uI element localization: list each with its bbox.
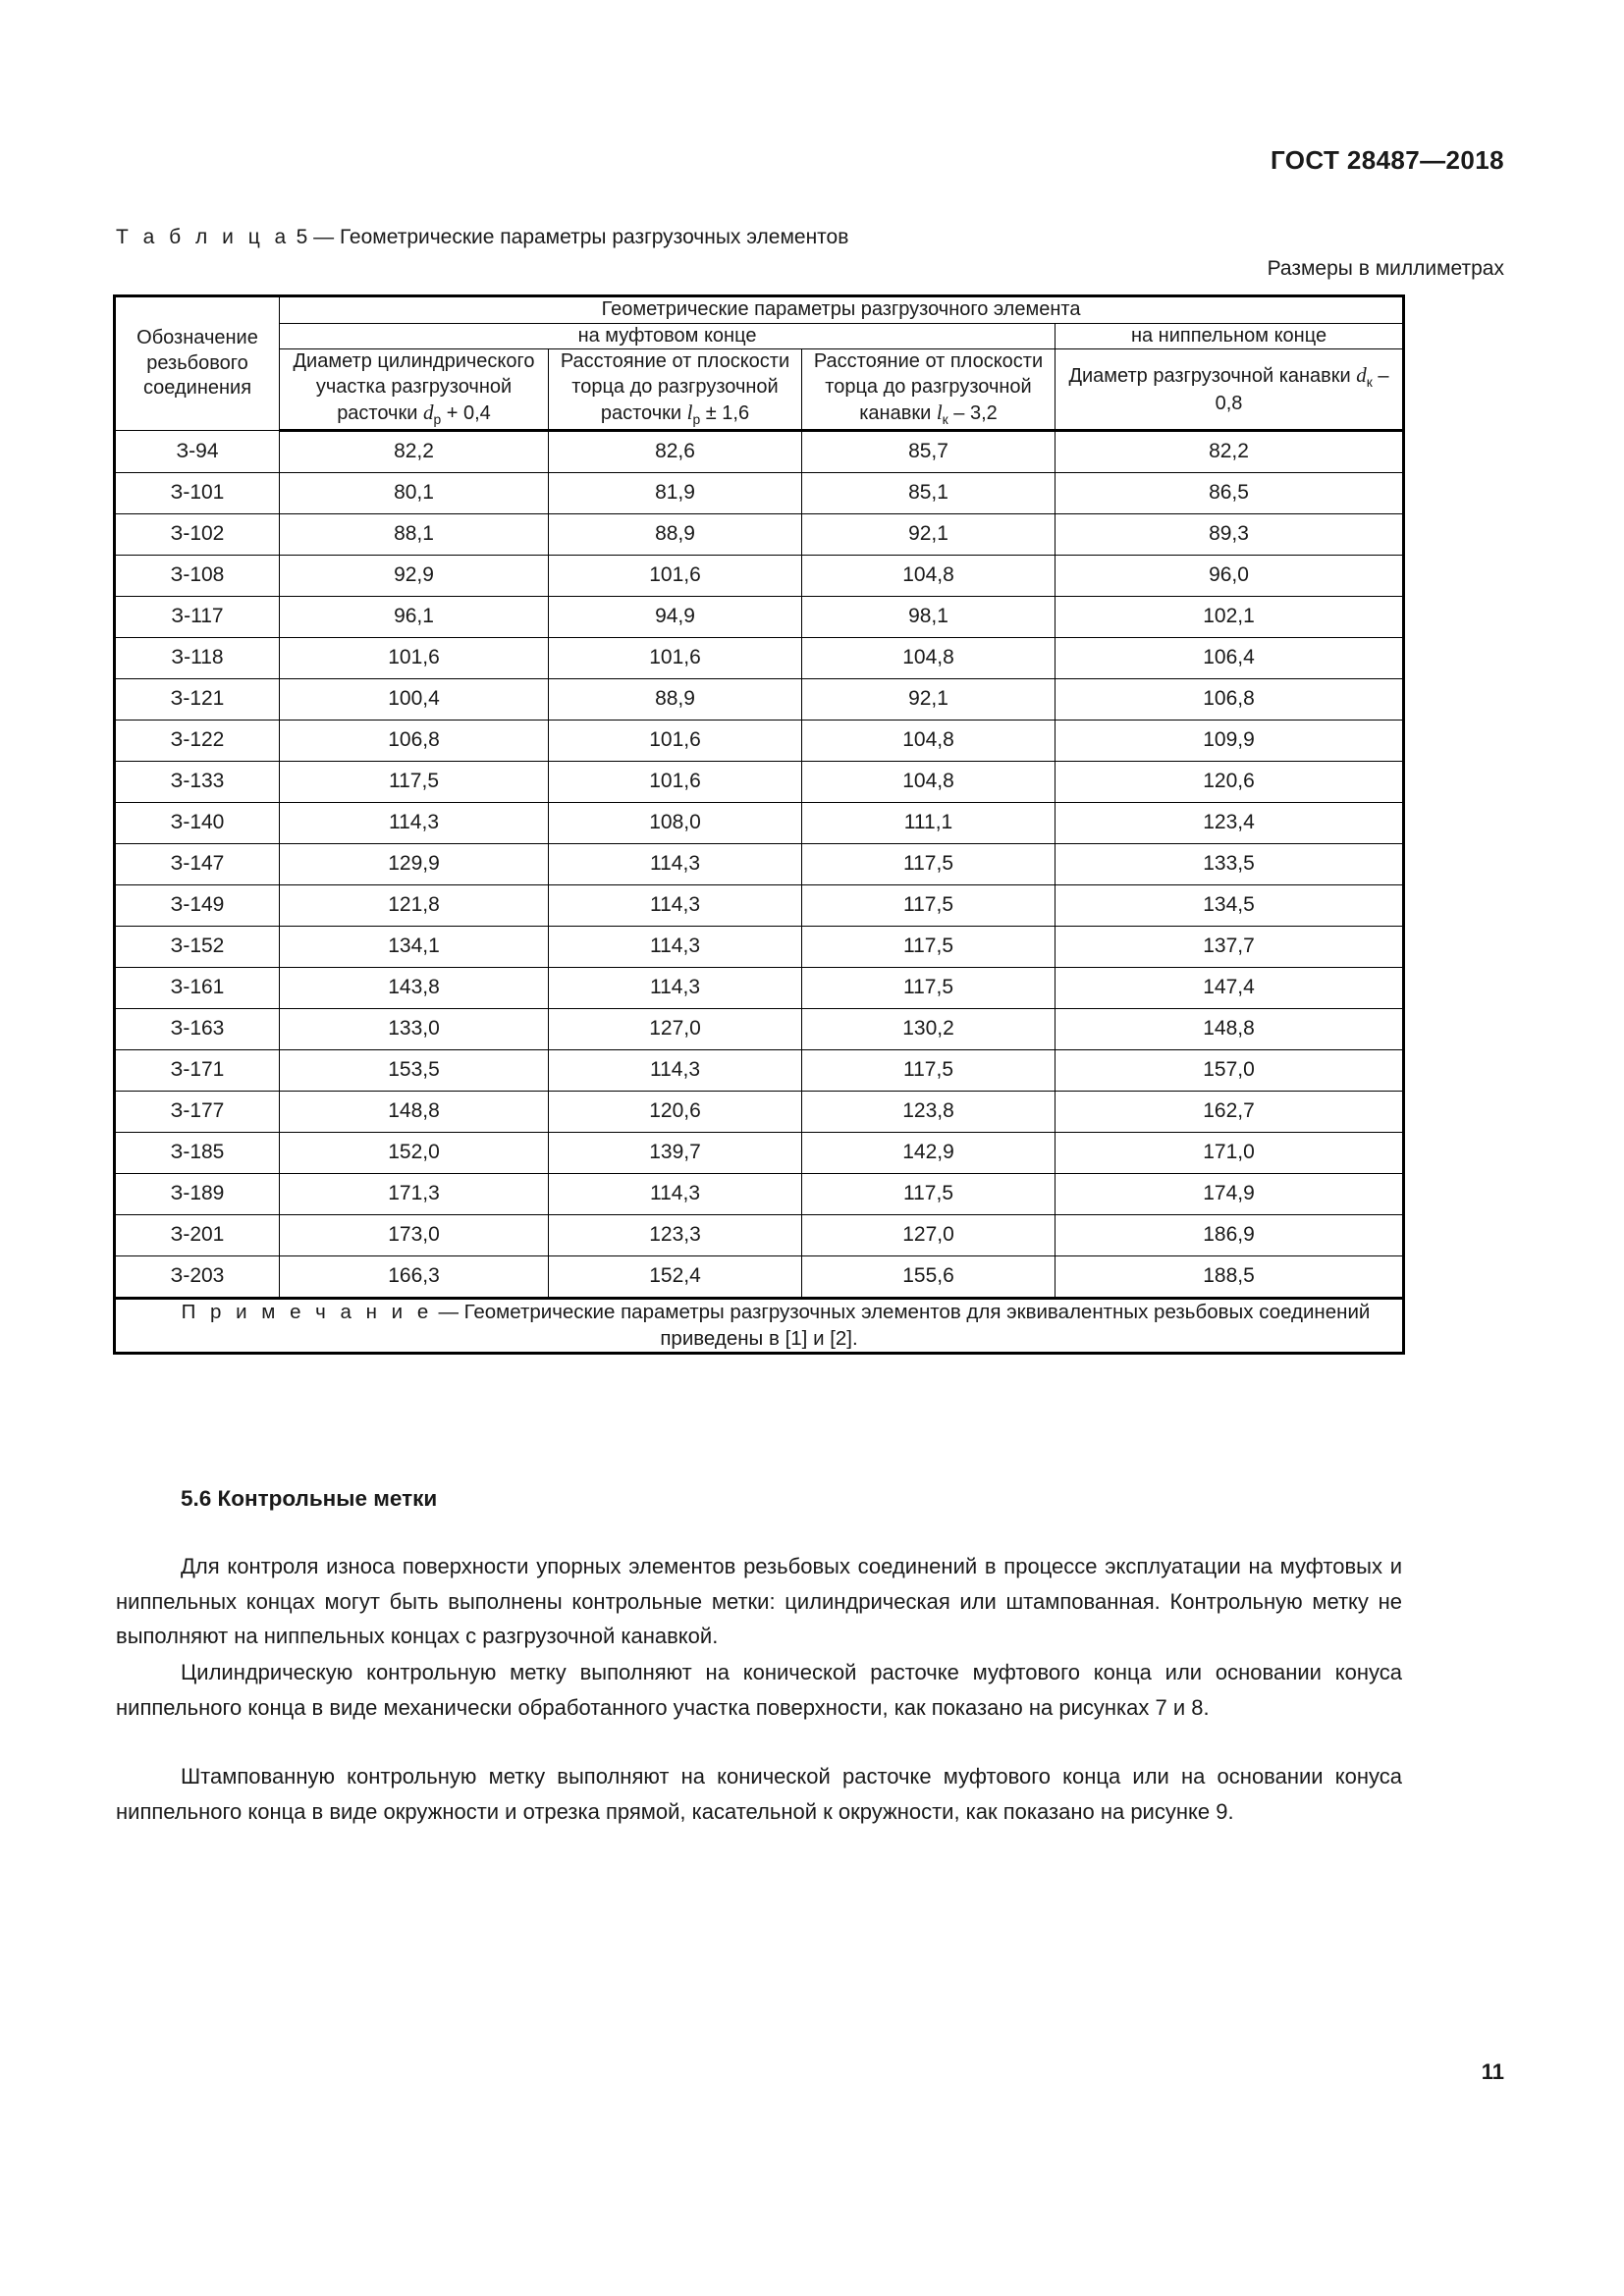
column-header-group-nipple: на ниппельном конце [1056, 323, 1404, 349]
cell-bore-distance: 81,9 [549, 473, 802, 514]
cell-groove-distance: 127,0 [802, 1215, 1056, 1256]
cell-designation: З-133 [115, 762, 280, 803]
cell-designation: З-121 [115, 679, 280, 721]
cell-bore-distance: 101,6 [549, 556, 802, 597]
cell-groove-distance: 155,6 [802, 1256, 1056, 1299]
cell-groove-distance: 92,1 [802, 514, 1056, 556]
cell-designation: З-118 [115, 638, 280, 679]
geometric-parameters-table [113, 294, 1405, 1355]
cell-designation: З-149 [115, 885, 280, 927]
column-header-group-all: Геометрические параметры разгрузочного элемента [280, 296, 1404, 324]
cell-groove-diameter: 157,0 [1056, 1050, 1404, 1092]
table-container [113, 294, 1402, 1355]
cell-designation: З-140 [115, 803, 280, 844]
paragraph-block-2 [116, 1655, 1402, 1725]
cell-bore-distance: 114,3 [549, 844, 802, 885]
cell-groove-diameter: 148,8 [1056, 1009, 1404, 1050]
standard-designation-header: ГОСТ 28487—2018 [1271, 145, 1504, 175]
cell-groove-distance: 85,7 [802, 431, 1056, 473]
table-note-label: П р и м е ч а н и е [181, 1301, 433, 1324]
cell-bore-distance: 114,3 [549, 927, 802, 968]
table-foot [115, 1299, 1404, 1353]
table-note [115, 1299, 1404, 1353]
cell-bore-distance: 114,3 [549, 885, 802, 927]
table-row [115, 1256, 1404, 1299]
table-row [115, 556, 1404, 597]
cell-designation: З-203 [115, 1256, 280, 1299]
cell-groove-diameter: 174,9 [1056, 1174, 1404, 1215]
cell-groove-diameter: 137,7 [1056, 927, 1404, 968]
cell-bore-distance: 114,3 [549, 1174, 802, 1215]
table-row [115, 1133, 1404, 1174]
cell-groove-distance: 117,5 [802, 927, 1056, 968]
cell-bore-diameter: 106,8 [280, 721, 549, 762]
cell-bore-diameter: 117,5 [280, 762, 549, 803]
table-head [115, 296, 1404, 431]
cell-bore-diameter: 171,3 [280, 1174, 549, 1215]
cell-bore-diameter: 129,9 [280, 844, 549, 885]
table-caption-dash: — [313, 226, 335, 248]
cell-groove-diameter: 162,7 [1056, 1092, 1404, 1133]
cell-groove-diameter: 133,5 [1056, 844, 1404, 885]
table-row [115, 844, 1404, 885]
table-note-row [115, 1299, 1404, 1353]
column-header-bore-diameter-text: Диаметр цилиндрического участка разгрузочной расточки [293, 350, 535, 425]
cell-bore-diameter: 166,3 [280, 1256, 549, 1299]
formula-var-d-k: $d_к$ [1356, 362, 1373, 391]
cell-designation: З-177 [115, 1092, 280, 1133]
cell-bore-diameter: 143,8 [280, 968, 549, 1009]
cell-bore-diameter: 133,0 [280, 1009, 549, 1050]
cell-designation: З-189 [115, 1174, 280, 1215]
cell-designation: З-171 [115, 1050, 280, 1092]
table-caption [116, 226, 848, 249]
cell-bore-distance: 88,9 [549, 679, 802, 721]
table-row [115, 1050, 1404, 1092]
formula-var-d-p: $d_р$ [422, 400, 442, 428]
cell-bore-distance: 101,6 [549, 721, 802, 762]
header-row-group-top [115, 296, 1404, 324]
table-row [115, 803, 1404, 844]
cell-designation: З-94 [115, 431, 280, 473]
cell-bore-diameter: 101,6 [280, 638, 549, 679]
column-header-group-coupling: на муфтовом конце [280, 323, 1056, 349]
table-row [115, 431, 1404, 473]
cell-bore-diameter: 148,8 [280, 1092, 549, 1133]
table-row [115, 1009, 1404, 1050]
cell-groove-distance: 117,5 [802, 844, 1056, 885]
table-row [115, 968, 1404, 1009]
cell-groove-diameter: 186,9 [1056, 1215, 1404, 1256]
cell-groove-diameter: 147,4 [1056, 968, 1404, 1009]
cell-groove-distance: 117,5 [802, 885, 1056, 927]
cell-bore-diameter: 114,3 [280, 803, 549, 844]
cell-designation: З-185 [115, 1133, 280, 1174]
cell-groove-diameter: 102,1 [1056, 597, 1404, 638]
cell-bore-diameter: 100,4 [280, 679, 549, 721]
cell-bore-distance: 127,0 [549, 1009, 802, 1050]
cell-groove-distance: 117,5 [802, 1050, 1056, 1092]
cell-bore-diameter: 96,1 [280, 597, 549, 638]
cell-bore-distance: 108,0 [549, 803, 802, 844]
cell-bore-distance: 101,6 [549, 638, 802, 679]
cell-designation: З-102 [115, 514, 280, 556]
cell-designation: З-152 [115, 927, 280, 968]
column-header-bore-distance-text: Расстояние от плоскости торца до разгрузочной расточки [560, 350, 790, 425]
page-number: 11 [1481, 2059, 1504, 2084]
cell-designation: З-201 [115, 1215, 280, 1256]
column-header-groove-diameter-formula: $d_к - 0,8$ [1215, 362, 1389, 414]
cell-bore-diameter: 121,8 [280, 885, 549, 927]
table-row [115, 1215, 1404, 1256]
formula-var-l-p: $l_р$ [686, 400, 701, 428]
table-note-dash: — [438, 1301, 459, 1324]
cell-bore-distance: 88,9 [549, 514, 802, 556]
cell-groove-distance: 117,5 [802, 968, 1056, 1009]
header-row-group-mid [115, 323, 1404, 349]
cell-groove-diameter: 134,5 [1056, 885, 1404, 927]
column-header-groove-distance [802, 349, 1056, 431]
table-row [115, 1092, 1404, 1133]
cell-groove-diameter: 188,5 [1056, 1256, 1404, 1299]
cell-designation: З-101 [115, 473, 280, 514]
column-header-bore-distance [549, 349, 802, 431]
column-header-designation: Обозначение резьбового соединения [115, 296, 280, 431]
table-caption-number: 5 [296, 226, 308, 248]
cell-groove-diameter: 96,0 [1056, 556, 1404, 597]
column-header-bore-diameter-formula: $d_р + 0,4$ [422, 400, 491, 428]
table-caption-title: Геометрические параметры разгрузочных элементов [339, 226, 849, 248]
table-caption-label: Т а б л и ц а [116, 226, 291, 248]
table-row [115, 597, 1404, 638]
cell-bore-distance: 123,3 [549, 1215, 802, 1256]
cell-groove-distance: 104,8 [802, 638, 1056, 679]
cell-bore-distance: 101,6 [549, 762, 802, 803]
cell-groove-diameter: 171,0 [1056, 1133, 1404, 1174]
cell-groove-distance: 111,1 [802, 803, 1056, 844]
cell-groove-distance: 117,5 [802, 1174, 1056, 1215]
cell-bore-diameter: 82,2 [280, 431, 549, 473]
cell-groove-diameter: 82,2 [1056, 431, 1404, 473]
cell-bore-distance: 82,6 [549, 431, 802, 473]
cell-groove-distance: 104,8 [802, 556, 1056, 597]
column-header-groove-distance-formula: $l_к - 3,2$ [936, 400, 998, 428]
cell-designation: З-117 [115, 597, 280, 638]
cell-bore-diameter: 92,9 [280, 556, 549, 597]
cell-bore-diameter: 88,1 [280, 514, 549, 556]
section-heading-5-6: 5.6 Контрольные метки [181, 1486, 438, 1511]
header-row-columns [115, 349, 1404, 431]
cell-groove-distance: 104,8 [802, 721, 1056, 762]
cell-groove-distance: 104,8 [802, 762, 1056, 803]
table-row [115, 885, 1404, 927]
table-row [115, 514, 1404, 556]
cell-bore-distance: 152,4 [549, 1256, 802, 1299]
cell-bore-diameter: 152,0 [280, 1133, 549, 1174]
table-row [115, 1174, 1404, 1215]
cell-bore-diameter: 134,1 [280, 927, 549, 968]
cell-groove-distance: 142,9 [802, 1133, 1056, 1174]
formula-var-l-k: $l_к$ [936, 400, 948, 428]
table-row [115, 473, 1404, 514]
column-header-bore-distance-formula: $l_р \pm 1,6$ [686, 400, 750, 428]
cell-bore-distance: 139,7 [549, 1133, 802, 1174]
paragraph-3: Штампованную контрольную метку выполняют на конической расточке муфтового конца или на основании конуса ниппельного конца в виде окружности и отрезка прямой, касательной к окружности, как показано на рисунке 9. [116, 1764, 1402, 1824]
cell-designation: З-161 [115, 968, 280, 1009]
cell-groove-diameter: 86,5 [1056, 473, 1404, 514]
table-note-text: Геометрические параметры разгрузочных элементов для эквивалентных резьбовых соединений приведены в [1] и [2]. [463, 1301, 1371, 1350]
cell-designation: З-163 [115, 1009, 280, 1050]
cell-groove-distance: 123,8 [802, 1092, 1056, 1133]
table-row [115, 721, 1404, 762]
paragraph-1: Для контроля износа поверхности упорных элементов резьбовых соединений в процессе эксплуатации на муфтовых и ниппельных концах могут быть выполнены контрольные метки: цилиндрическая или штампованная. Контрольную метку не выполняют на ниппельных концах с разгрузочной канавкой. [116, 1554, 1402, 1649]
cell-groove-diameter: 120,6 [1056, 762, 1404, 803]
column-header-groove-diameter-text: Диаметр разгрузочной канавки [1068, 364, 1351, 387]
cell-bore-distance: 94,9 [549, 597, 802, 638]
cell-groove-distance: 85,1 [802, 473, 1056, 514]
cell-bore-distance: 120,6 [549, 1092, 802, 1133]
cell-groove-distance: 130,2 [802, 1009, 1056, 1050]
units-note: Размеры в миллиметрах [1267, 257, 1504, 280]
table-row [115, 762, 1404, 803]
column-header-groove-distance-text: Расстояние от плоскости торца до разгрузочной канавки [813, 350, 1044, 425]
cell-bore-distance: 114,3 [549, 1050, 802, 1092]
paragraph-2: Цилиндрическую контрольную метку выполняют на конической расточке муфтового конца или основании конуса ниппельного конца в виде механически обработанного участка поверхности, как показано на рисунках 7 и 8. [116, 1660, 1402, 1720]
column-header-bore-diameter [280, 349, 549, 431]
cell-designation: З-122 [115, 721, 280, 762]
cell-groove-distance: 92,1 [802, 679, 1056, 721]
cell-bore-diameter: 173,0 [280, 1215, 549, 1256]
cell-bore-distance: 114,3 [549, 968, 802, 1009]
cell-groove-diameter: 123,4 [1056, 803, 1404, 844]
table-row [115, 679, 1404, 721]
column-header-groove-diameter [1056, 349, 1404, 431]
cell-groove-diameter: 89,3 [1056, 514, 1404, 556]
cell-groove-diameter: 109,9 [1056, 721, 1404, 762]
cell-bore-diameter: 80,1 [280, 473, 549, 514]
table-row [115, 638, 1404, 679]
cell-groove-distance: 98,1 [802, 597, 1056, 638]
paragraph-block-1 [116, 1549, 1402, 1654]
cell-designation: З-108 [115, 556, 280, 597]
cell-groove-diameter: 106,8 [1056, 679, 1404, 721]
cell-groove-diameter: 106,4 [1056, 638, 1404, 679]
paragraph-block-3 [116, 1759, 1402, 1829]
cell-bore-diameter: 153,5 [280, 1050, 549, 1092]
table-body [115, 431, 1404, 1299]
table-row [115, 927, 1404, 968]
cell-designation: З-147 [115, 844, 280, 885]
